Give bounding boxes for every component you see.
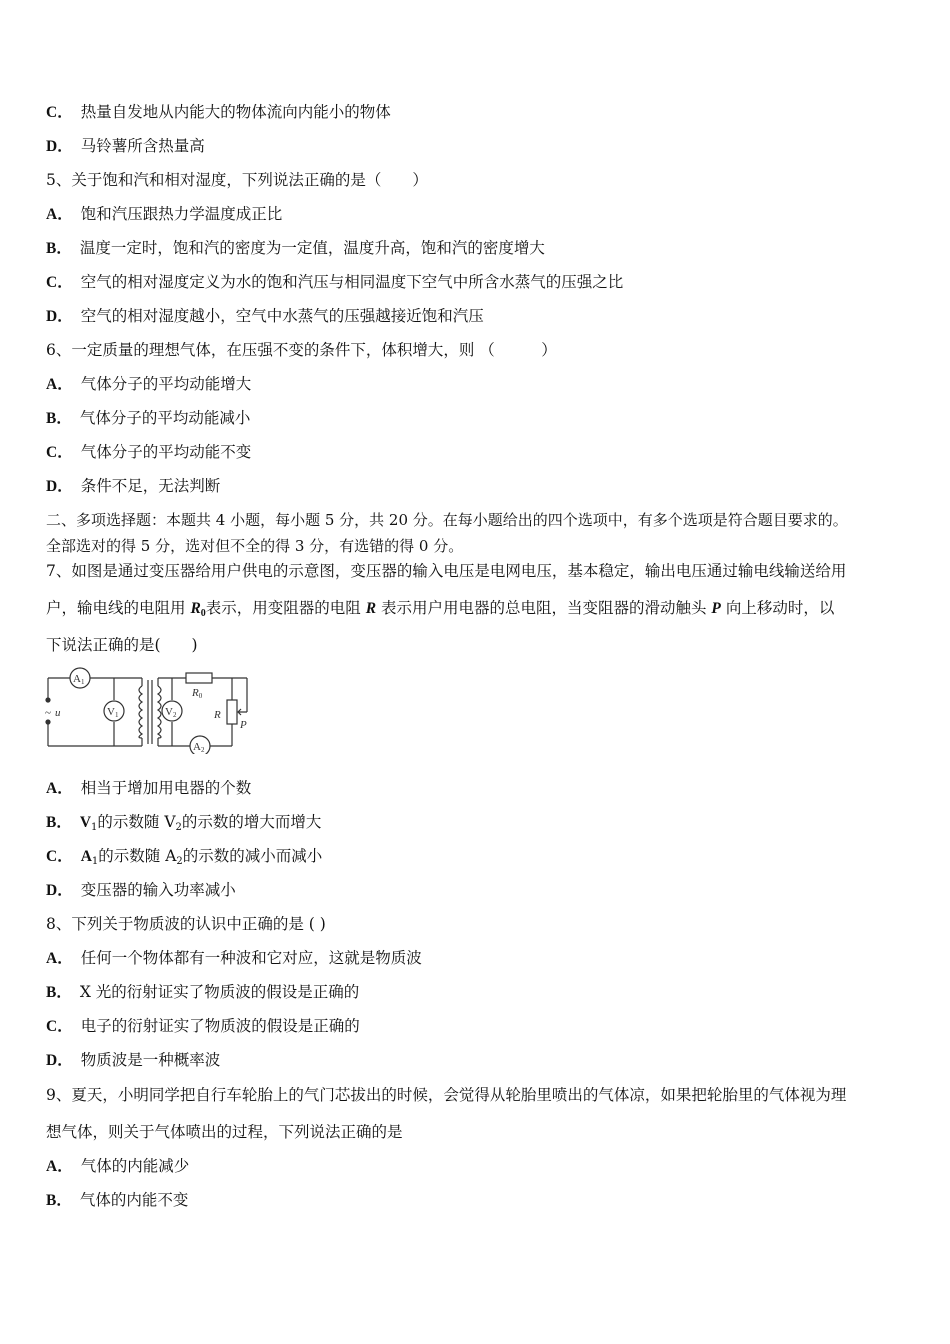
option-text: 的示数的增大而增大 (181, 813, 322, 831)
option-label: A． (46, 376, 73, 393)
option-text: 马铃薯所含热量高 (80, 137, 205, 155)
subscript: 2 (175, 822, 182, 833)
option-text: 空气的相对湿度定义为水的饱和汽压与相同温度下空气中所含水蒸气的压强之比 (80, 273, 624, 291)
q7-option-b (46, 812, 321, 833)
rheostat-r (227, 700, 237, 724)
option-text: 气体分子的平均动能增大 (80, 375, 252, 393)
q8-option-a (46, 948, 422, 969)
q8-stem: 8、下列关于物质波的认识中正确的是 ( ) (46, 915, 326, 933)
text-run: 向上移动时，以 (720, 599, 835, 617)
v2-label: V2 (165, 706, 177, 719)
option-label: D． (46, 478, 73, 495)
subscript: 2 (176, 856, 183, 867)
option-label: B． (46, 984, 72, 1001)
option-text: 温度一定时，饱和汽的密度为一定值，温度升高，饱和汽的密度增大 (79, 239, 545, 257)
r0-subscript: 0 (200, 608, 206, 619)
option-text: 的示数的减小而减小 (182, 847, 323, 865)
option-label: C． (46, 1018, 73, 1035)
option-text: X 光的衍射证实了物质波的假设是正确的 (79, 983, 360, 1001)
option-label: B． (46, 240, 72, 257)
option-label: B． (46, 814, 72, 831)
q7-stem-line2 (46, 598, 834, 619)
option-text: 气体分子的平均动能减小 (79, 409, 251, 427)
q6-option-d (46, 476, 220, 497)
q6-option-a (46, 374, 251, 395)
q5-option-c (46, 272, 623, 293)
option-label: C． (46, 848, 73, 865)
option-text: 饱和汽压跟热力学温度成正比 (80, 205, 283, 223)
option-text: 气体分子的平均动能不变 (80, 443, 252, 461)
subscript: 1 (91, 822, 98, 833)
terminal (46, 698, 50, 702)
v1-symbol: V (79, 814, 92, 831)
option-label: A． (46, 780, 73, 797)
a2-label: A2 (193, 741, 205, 754)
q8-option-c (46, 1016, 360, 1037)
option-label: D． (46, 882, 73, 899)
a1-label: A1 (73, 673, 85, 686)
slider-contact (238, 709, 247, 715)
q7-stem-line3: 下说法正确的是( ) (46, 636, 198, 654)
u-label: u (55, 707, 61, 719)
terminal (46, 720, 50, 724)
q4-option-d (46, 136, 205, 157)
q9-option-a (46, 1156, 189, 1177)
q7-option-d (46, 880, 236, 901)
option-label: B． (46, 1192, 72, 1209)
r0-label: R0 (192, 687, 203, 700)
p-label: P (240, 719, 247, 731)
option-text: 的示数随 V (97, 813, 176, 831)
option-label: A． (46, 1158, 73, 1175)
resistor-r0 (186, 673, 212, 683)
a1-symbol: A (80, 848, 92, 865)
q6-stem: 6、一定质量的理想气体，在压强不变的条件下，体积增大，则 （ ） (46, 341, 557, 359)
option-text: 电子的衍射证实了物质波的假设是正确的 (80, 1017, 360, 1035)
text-run: 表示用户用电器的总电阻，当变阻器的滑动触头 (376, 599, 712, 617)
option-text: 任何一个物体都有一种波和它对应，这就是物质波 (80, 949, 422, 967)
option-text: 气体的内能不变 (79, 1191, 189, 1209)
q5-option-a (46, 204, 282, 225)
q7-option-a (46, 778, 251, 799)
q8-option-d (46, 1050, 220, 1071)
section2-line1: 二、多项选择题：本题共 4 小题，每小题 5 分，共 20 分。在每小题给出的四个选项中，有多个选项是符合题目要求的。 (46, 511, 848, 529)
option-label: D． (46, 308, 73, 325)
q6-option-c (46, 442, 251, 463)
option-text: 条件不足，无法判断 (80, 477, 221, 495)
option-label: C． (46, 274, 73, 291)
v1-label: V1 (107, 706, 119, 719)
r-symbol: R (365, 600, 377, 617)
option-label: D． (46, 138, 73, 155)
source-symbol: ~ (45, 707, 51, 719)
q7-stem-line1: 7、如图是通过变压器给用户供电的示意图，变压器的输入电压是电网电压，基本稳定，输出电压通过输电线输送给用 (46, 562, 847, 580)
section2-line2: 全部选对的得 5 分，选对但不全的得 3 分，有选错的得 0 分。 (46, 537, 464, 555)
q6-option-b (46, 408, 250, 429)
option-text: 的示数随 A (98, 847, 177, 865)
option-label: A． (46, 206, 73, 223)
q9-stem-line2: 想气体，则关于气体喷出的过程，下列说法正确的是 (46, 1123, 403, 1141)
option-label: A． (46, 950, 73, 967)
option-text: 相当于增加用电器的个数 (80, 779, 252, 797)
option-label: C． (46, 104, 73, 121)
secondary-coil (158, 686, 161, 738)
q5-stem: 5、关于饱和汽和相对湿度，下列说法正确的是（ ） (46, 171, 428, 189)
q8-option-b (46, 982, 359, 1003)
r0-symbol: R (190, 600, 201, 617)
option-text: 热量自发地从内能大的物体流向内能小的物体 (80, 103, 391, 121)
q9-stem-line1: 9、夏天，小明同学把自行车轮胎上的气门芯拔出的时候，会觉得从轮胎里喷出的气体凉，如果把轮胎里的气体视为理 (46, 1086, 847, 1104)
r-label: R (214, 709, 221, 721)
q5-option-d (46, 306, 484, 327)
q9-option-b (46, 1190, 188, 1211)
option-label: C． (46, 444, 73, 461)
option-text: 物质波是一种概率波 (80, 1051, 221, 1069)
text-run: 户，输电线的电阻用 (46, 599, 191, 617)
q7-option-c (46, 846, 322, 867)
q5-option-b (46, 238, 545, 259)
option-label: D． (46, 1052, 73, 1069)
primary-coil (139, 686, 142, 738)
subscript: 1 (91, 856, 99, 867)
p-symbol: P (711, 600, 721, 617)
option-label: B． (46, 410, 72, 427)
q4-option-c (46, 102, 391, 123)
text-run: 表示，用变阻器的电阻 (205, 599, 366, 617)
option-text: 气体的内能减少 (80, 1157, 190, 1175)
option-text: 空气的相对湿度越小，空气中水蒸气的压强越接近饱和汽压 (80, 307, 484, 325)
transformer-circuit-diagram (42, 666, 257, 754)
option-text: 变压器的输入功率减小 (80, 881, 236, 899)
